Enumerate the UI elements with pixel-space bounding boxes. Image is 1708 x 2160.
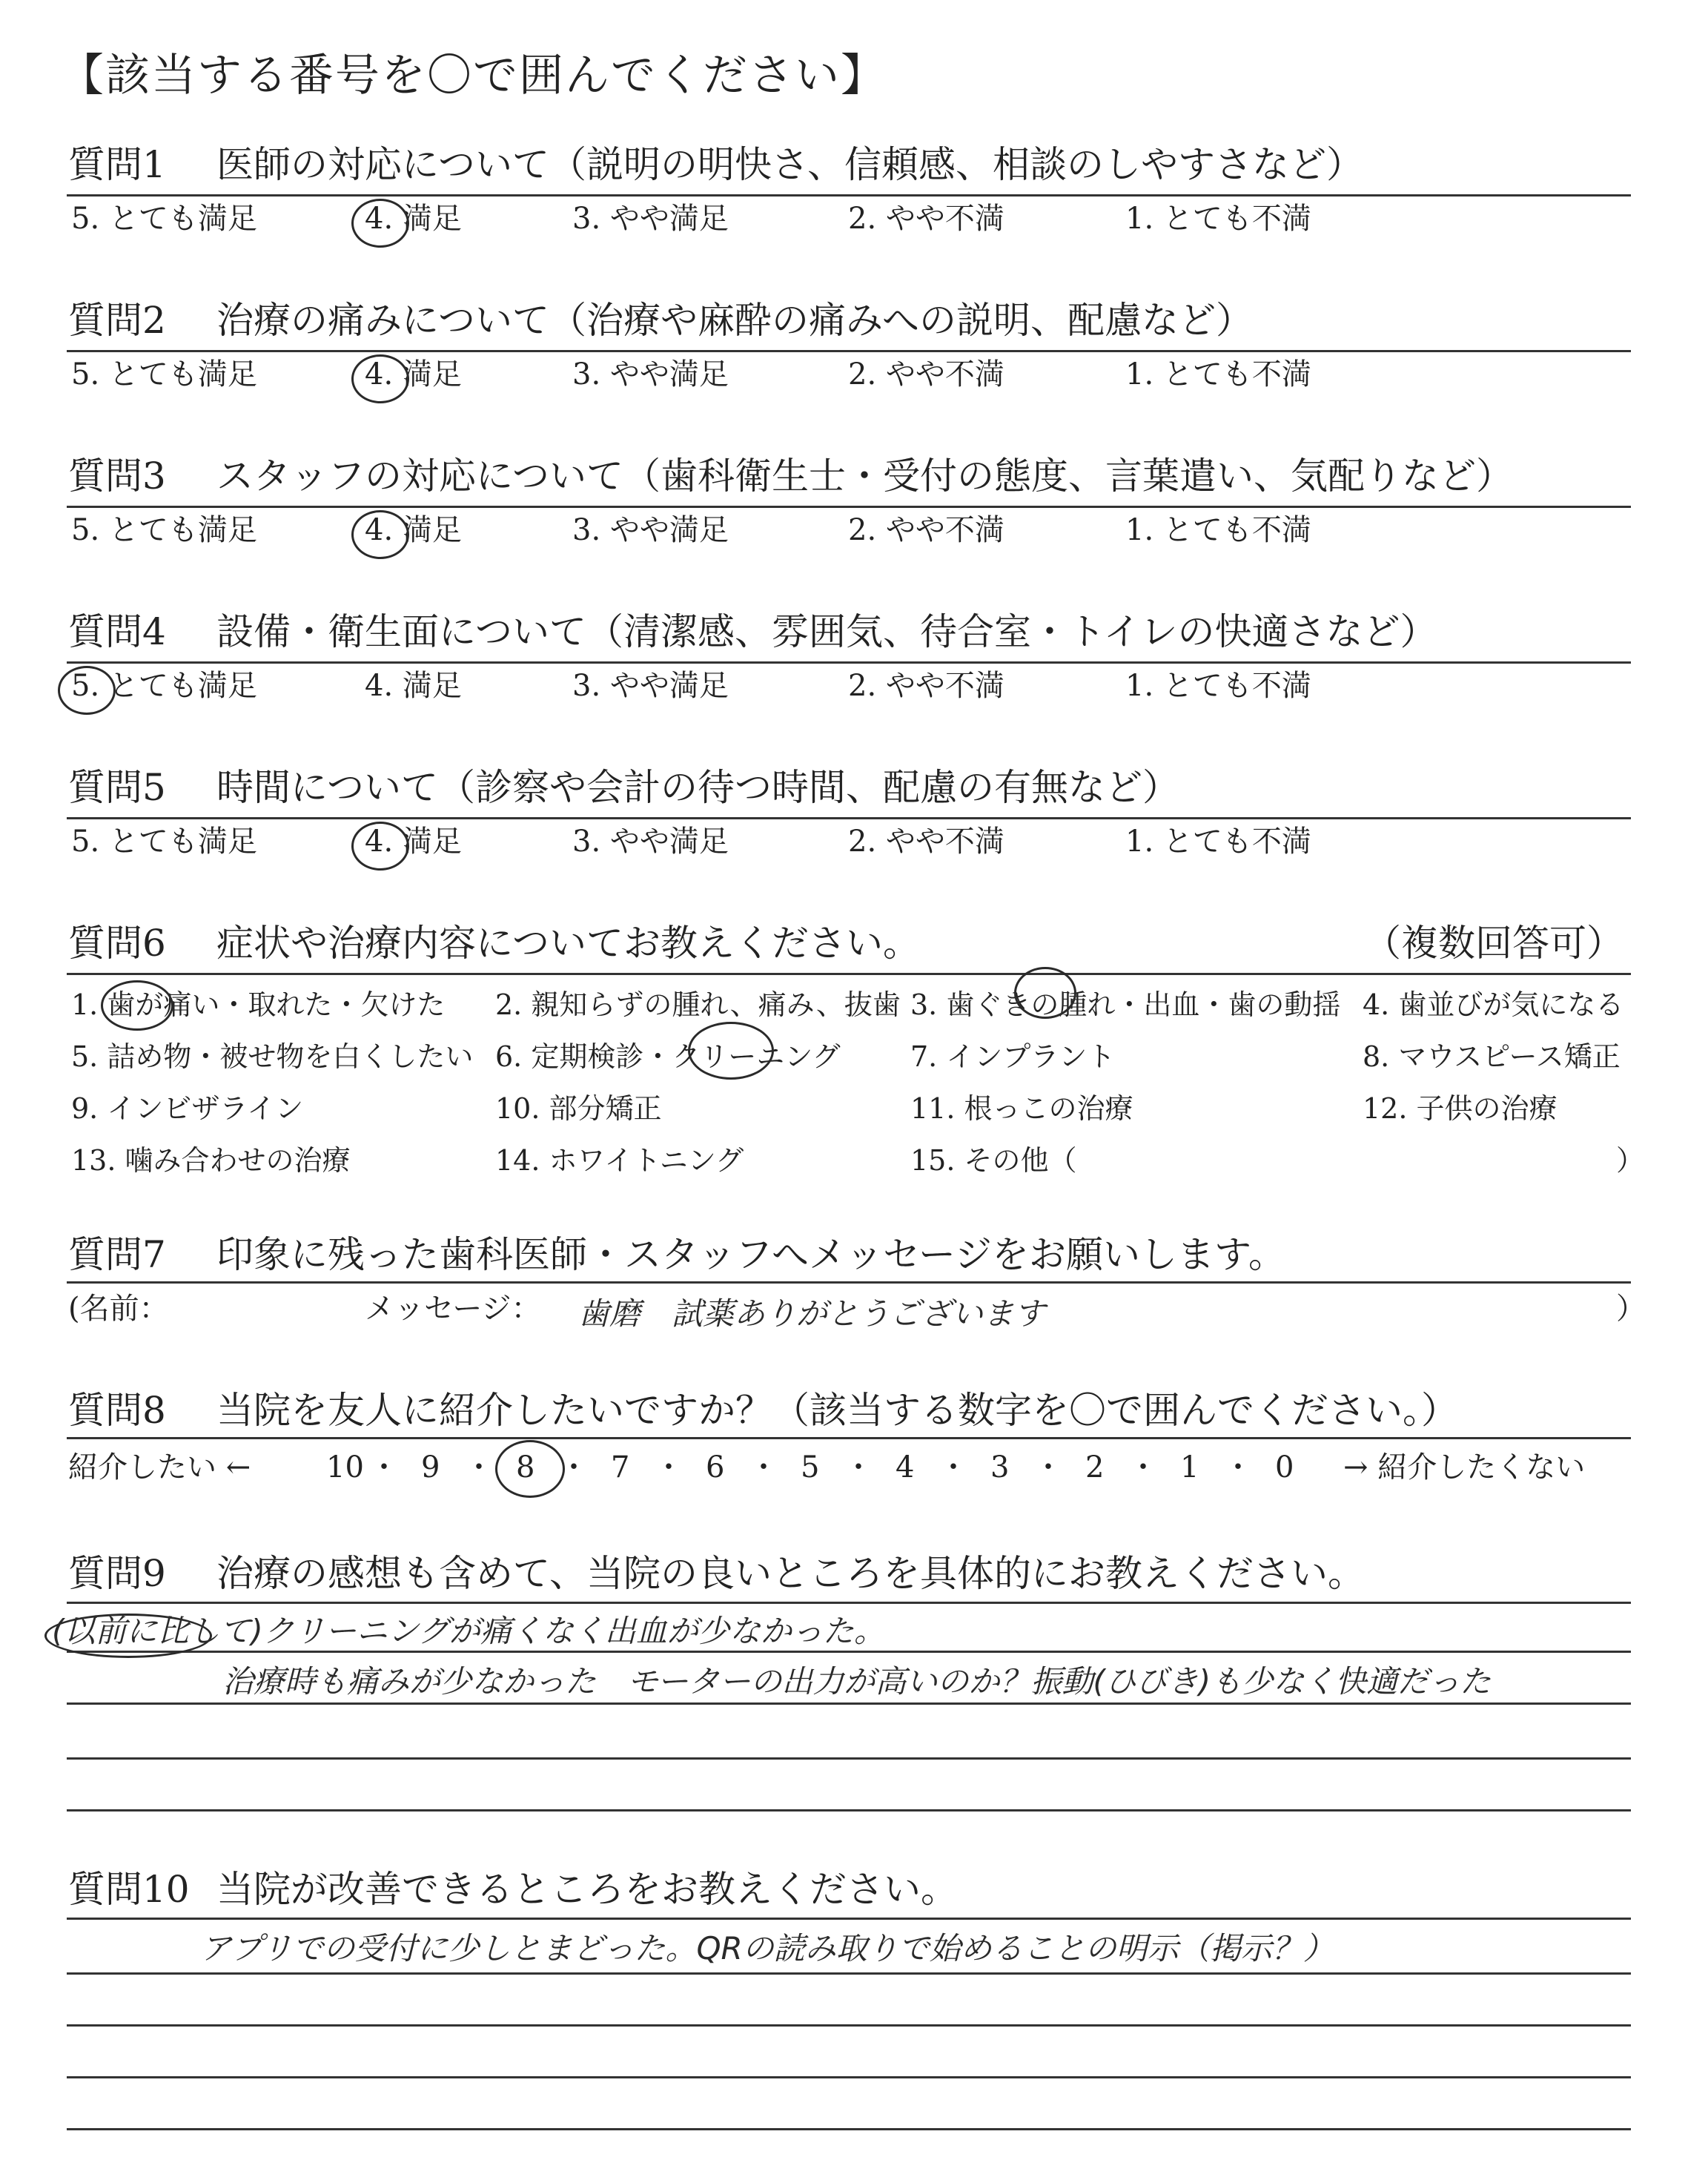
scale-dot: ・ [939,1450,968,1484]
rating-option-5[interactable]: 5. とても満足 [71,513,257,547]
scale-dot: ・ [559,1450,589,1484]
question-9-line-4 [67,1757,1631,1760]
question-8-title [68,1387,1458,1434]
rating-option-4[interactable]: 4. 満足 [365,202,462,236]
treatment-option-3[interactable]: 3. 歯ぐきの腫れ・出血・歯の動揺 [910,988,1341,1021]
rating-option-4[interactable]: 4. 満足 [365,669,462,703]
question-text: 当院が改善できるところをお教えください。 [216,1868,958,1911]
question-number: 質問10 [68,1868,190,1911]
rating-option-3[interactable]: 3. やや満足 [572,669,729,703]
question-number: 質問7 [68,1233,166,1276]
scale-dot: ・ [1223,1450,1253,1484]
treatment-option-8[interactable]: 8. マウスピース矯正 [1363,1040,1621,1073]
q9-handwriting-line-2[interactable]: 治療時も痛みが少なかった モーターの出力が高いのか？振動(ひびき)も少なく快適だった [222,1663,1492,1700]
scale-dot: ・ [369,1450,399,1484]
question-10-line-4 [67,2076,1631,2078]
treatment-option-1[interactable]: 1. 歯が痛い・取れた・欠けた [71,988,446,1021]
rating-option-3[interactable]: 3. やや満足 [572,513,729,547]
question-10-line-1 [67,1918,1631,1920]
answer-circle-1 [351,199,409,248]
treatment-option-5[interactable]: 5. 詰め物・被せ物を白くしたい [71,1040,474,1073]
question-10-title [68,1866,958,1913]
treatment-option-14[interactable]: 14. ホワイトニング [495,1144,744,1177]
selected-circle-3 [1014,967,1076,1019]
rating-option-1[interactable]: 1. とても不満 [1125,202,1311,236]
scale-right-label: → 紹介したくない [1343,1450,1586,1484]
treatment-option-7[interactable]: 7. インプラント [910,1040,1116,1073]
question-1-rule [67,194,1631,196]
rating-option-1[interactable]: 1. とても不満 [1125,669,1311,703]
scale-value-8[interactable]: 8 [516,1450,535,1484]
rating-option-3[interactable]: 3. やや満足 [572,357,729,392]
treatment-option-16[interactable]: ） [1616,1144,1645,1177]
treatment-option-13[interactable]: 13. 噛み合わせの治療 [71,1144,351,1177]
question-2-rule [67,350,1631,352]
treatment-option-15[interactable]: 15. その他（ [910,1144,1077,1177]
question-10-line-2 [67,1972,1631,1975]
rating-option-3[interactable]: 3. やや満足 [572,202,729,236]
treatment-option-9[interactable]: 9. インビザライン [71,1092,304,1125]
question-number: 質問1 [68,143,166,186]
question-text: 治療の感想も含めて、当院の良いところを具体的にお教えください。 [216,1552,1365,1595]
selected-circle-1 [101,980,173,1031]
question-9-line-5 [67,1809,1631,1811]
question-10-line-5 [67,2128,1631,2130]
multiple-answer-note: （複数回答可） [1364,922,1623,965]
answer-circle-5 [351,822,409,871]
q10-handwriting-line-1[interactable]: アプリでの受付に少しとまどった。QRの読み取りで始めることの明示（掲示？） [200,1930,1334,1966]
question-7-title [68,1231,1285,1278]
answer-circle-4 [58,666,116,715]
scale-value-2[interactable]: 2 [1085,1450,1105,1484]
scale-value-10[interactable]: 10 [326,1450,364,1484]
rating-option-2[interactable]: 2. やや不満 [848,669,1004,703]
answer-circle-2 [351,354,409,403]
question-number: 質問3 [68,455,166,498]
question-number: 質問2 [68,299,166,342]
scale-value-9[interactable]: 9 [421,1450,440,1484]
question-text: 医師の対応について（説明の明快さ、信頼感、相談のしやすさなど） [216,143,1363,186]
question-text: スタッフの対応について（歯科衛生士・受付の態度、言葉遣い、気配りなど） [216,455,1513,498]
treatment-option-2[interactable]: 2. 親知らずの腫れ、痛み、抜歯 [495,988,901,1021]
question-number: 質問4 [68,610,166,653]
name-label: (名前： [68,1292,169,1326]
rating-option-2[interactable]: 2. やや不満 [848,825,1004,859]
treatment-option-11[interactable]: 11. 根っこの治療 [910,1092,1133,1125]
question-4-rule [67,661,1631,664]
rating-option-4[interactable]: 4. 満足 [365,825,462,859]
question-text: 時間について（診察や会計の待つ時間、配慮の有無など） [216,766,1179,809]
q9-parenthetical-circle [44,1614,212,1658]
page-title: 【該当する番号を〇で囲んでください】 [59,50,887,102]
scale-dot: ・ [1033,1450,1063,1484]
answer-circle-3 [351,510,409,559]
treatment-option-10[interactable]: 10. 部分矯正 [495,1092,662,1125]
question-6-rule [67,973,1631,975]
question-number: 質問8 [68,1389,166,1432]
scale-value-1[interactable]: 1 [1180,1450,1199,1484]
rating-option-1[interactable]: 1. とても不満 [1125,357,1311,392]
rating-option-3[interactable]: 3. やや満足 [572,825,729,859]
selected-circle-6 [688,1022,774,1080]
treatment-option-6[interactable]: 6. 定期検診・クリーニング [495,1040,841,1073]
scale-value-5[interactable]: 5 [801,1450,820,1484]
rating-option-4[interactable]: 4. 満足 [365,513,462,547]
q9-handwriting-line-1[interactable]: (以前に比して)クリーニングが痛くなく出血が少なかった。 [52,1613,885,1649]
scale-dot: ・ [464,1450,494,1484]
rating-option-1[interactable]: 1. とても不満 [1125,513,1311,547]
recommend-answer-circle [495,1440,565,1498]
rating-option-5[interactable]: 5. とても満足 [71,357,257,392]
message-label: メッセージ： [365,1292,541,1326]
rating-option-5[interactable]: 5. とても満足 [71,669,257,703]
treatment-option-12[interactable]: 12. 子供の治療 [1363,1092,1558,1125]
rating-option-2[interactable]: 2. やや不満 [848,513,1004,547]
question-3-title [68,452,1513,500]
scale-dot: ・ [749,1450,778,1484]
question-text: 症状や治療内容についてお教えください。 [216,922,920,965]
message-handwriting[interactable]: 歯磨 試薬ありがとうございます [578,1295,1046,1332]
rating-option-2[interactable]: 2. やや不満 [848,202,1004,236]
message-close-paren: ） [1616,1292,1646,1326]
scale-value-4[interactable]: 4 [896,1450,915,1484]
question-text: 治療の痛みについて（治療や麻酔の痛みへの説明、配慮など） [216,299,1253,342]
question-text: 印象に残った歯科医師・スタッフへメッセージをお願いします。 [216,1233,1285,1276]
question-9-line-1 [67,1602,1631,1604]
scale-left-label: 紹介したい ← [68,1450,251,1484]
question-5-rule [67,817,1631,819]
question-10-line-3 [67,2024,1631,2027]
question-9-title [68,1550,1365,1597]
question-3-rule [67,506,1631,508]
scale-dot: ・ [844,1450,873,1484]
question-text: 当院を友人に紹介したいですか？（該当する数字を〇で囲んでください。） [216,1389,1458,1432]
rating-option-1[interactable]: 1. とても不満 [1125,825,1311,859]
rating-option-4[interactable]: 4. 満足 [365,357,462,392]
scale-dot: ・ [1128,1450,1158,1484]
question-1-title [68,141,1363,188]
scale-value-7[interactable]: 7 [611,1450,630,1484]
question-9-line-3 [67,1702,1631,1705]
question-number: 質問6 [68,922,166,965]
question-8-rule [67,1437,1631,1439]
question-4-title [68,608,1437,655]
question-number: 質問5 [68,766,166,809]
rating-option-5[interactable]: 5. とても満足 [71,202,257,236]
rating-option-2[interactable]: 2. やや不満 [848,357,1004,392]
scale-dot: ・ [654,1450,683,1484]
question-5-title [68,764,1179,811]
question-7-rule [67,1281,1631,1284]
rating-option-5[interactable]: 5. とても満足 [71,825,257,859]
question-number: 質問9 [68,1552,166,1595]
question-2-title [68,297,1253,344]
question-text: 設備・衛生面について（清潔感、雰囲気、待合室・トイレの快適さなど） [216,610,1437,653]
scale-value-3[interactable]: 3 [990,1450,1010,1484]
scale-value-0[interactable]: 0 [1275,1450,1294,1484]
scale-value-6[interactable]: 6 [706,1450,725,1484]
question-6-title [68,919,920,967]
treatment-option-4[interactable]: 4. 歯並びが気になる [1363,988,1624,1021]
